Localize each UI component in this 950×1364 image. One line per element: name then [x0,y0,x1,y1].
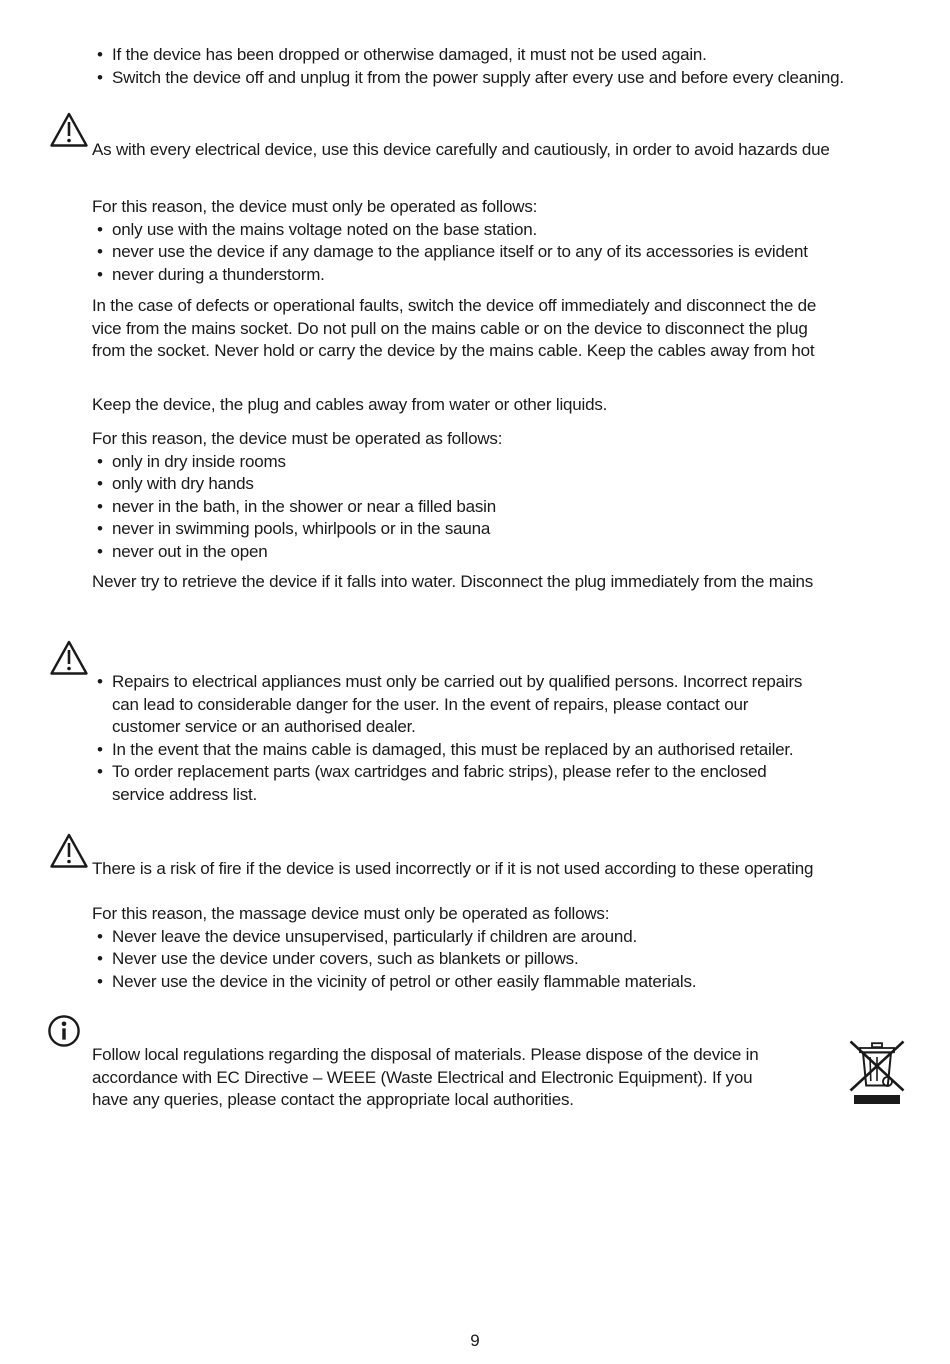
page-number: 9 [470,1331,480,1350]
reason-list-mains [92,196,808,286]
text-line: have any queries, please contact the appropriate local authorities. [92,1090,574,1109]
text-line: vice from the mains socket. Do not pull on the mains cable or on the device to disconnect the plug [92,318,808,338]
bullet-item: • To order replacement parts (wax cartridges and fabric strips), please refer to the enclosed [97,761,802,784]
bullet-item: • Never use the device in the vicinity of petrol or other easily flammable materials. [97,971,696,994]
text-line: Follow local regulations regarding the disposal of materials. Please dispose of the device in [92,1045,759,1064]
bullet-item: • never out in the open [97,541,502,564]
list-intro: For this reason, the device must only be operated as follows: [92,197,538,216]
repairs-list [97,671,802,806]
warning-text-fire: There is a risk of fire if the device is used incorrectly or if it is not used according to these operating [92,859,814,878]
retrieve-line: Never try to retrieve the device if it falls into water. Disconnect the plug immediately from the mains [92,572,814,591]
weee-crossed-bin-icon [846,1033,908,1105]
warning-text-electrical: As with every electrical device, use this device carefully and cautiously, in order to avoid hazards due [92,140,830,159]
bullet-item: • only in dry inside rooms [97,451,502,474]
bullet-item: • only with dry hands [97,473,502,496]
list-intro: For this reason, the device must be operated as follows: [92,429,503,448]
warning-triangle-icon [49,832,89,870]
bullet-item: • never in swimming pools, whirlpools or in the sauna [97,518,502,541]
bullet-item: • If the device has been dropped or otherwise damaged, it must not be used again. [97,44,844,67]
bullet-item: • Never leave the device unsupervised, particularly if children are around. [97,926,696,949]
text-line: from the socket. Never hold or carry the device by the mains cable. Keep the cables away from hot [92,341,815,360]
reason-list-fire [92,903,696,993]
text-line: service address list. [112,784,258,804]
reason-list-water [92,428,502,563]
text-line: customer service or an authorised dealer. [112,717,416,736]
disposal-paragraph [92,1044,759,1112]
warning-triangle-icon [49,639,89,677]
keep-away-line: Keep the device, the plug and cables away from water or other liquids. [92,395,608,414]
bullet-item: • never use the device if any damage to the appliance itself or to any of its accessories is evident [97,241,808,264]
bullet-item: • Never use the device under covers, such as blankets or pillows. [97,948,696,971]
bullet-item: • Switch the device off and unplug it from the power supply after every use and before every cleaning. [97,67,844,90]
top-safety-list [97,44,844,89]
bullet-item: • only use with the mains voltage noted on the base station. [97,219,808,242]
text-line: can lead to considerable danger for the user. In the event of repairs, please contact our [112,694,749,714]
bullet-item: • never in the bath, in the shower or near a filled basin [97,496,502,519]
text-line: accordance with EC Directive – WEEE (Waste Electrical and Electronic Equipment). If you [92,1067,753,1087]
text-line: In the case of defects or operational faults, switch the device off immediately and disconnect the de [92,296,817,315]
bullet-item: • Repairs to electrical appliances must only be carried out by qualified persons. Incorrect repairs [97,671,802,694]
warning-triangle-icon [49,111,89,149]
bullet-item: • In the event that the mains cable is damaged, this must be replaced by an authorised retailer. [97,739,802,762]
info-icon [47,1014,81,1048]
defects-paragraph [92,295,816,363]
list-intro: For this reason, the massage device must only be operated as follows: [92,904,610,923]
bullet-item: • never during a thunderstorm. [97,264,808,287]
